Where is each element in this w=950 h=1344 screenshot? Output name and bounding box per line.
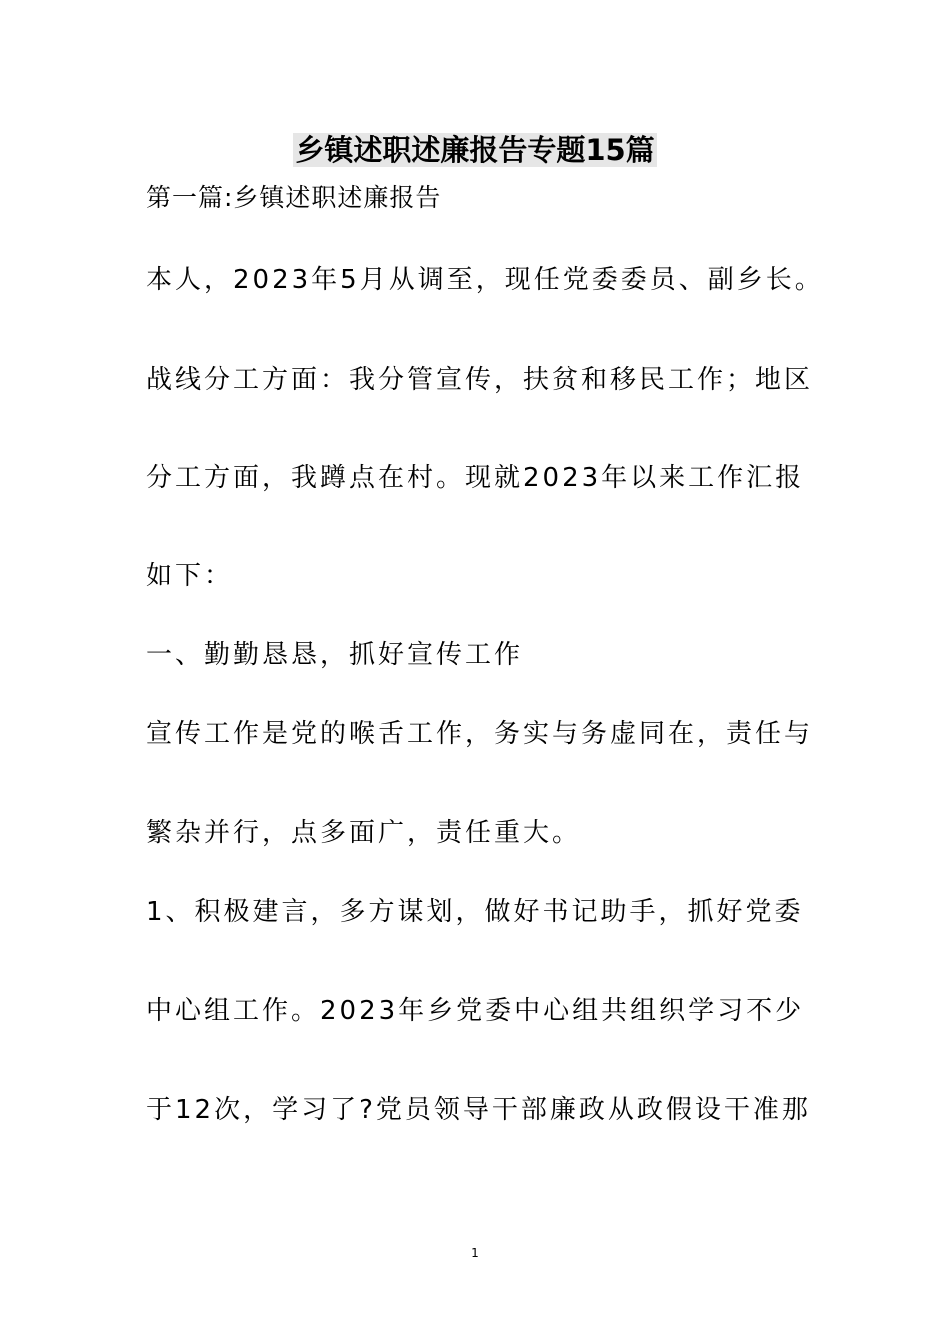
body-line-3: 分工方面，我蹲点在村。现就2023年以来工作汇报 (146, 463, 805, 493)
body-line-9: 中心组工作。2023年乡党委中心组共组织学习不少 (146, 996, 805, 1026)
page-number: 1 (471, 1246, 479, 1260)
body-line-5: 一、勤勤恳恳，抓好宣传工作 (146, 640, 524, 670)
section-heading: 第一篇:乡镇述职述廉报告 (146, 183, 442, 212)
body-line-1: 本人，2023年5月从调至，现任党委委员、副乡长。 (146, 265, 824, 295)
document-title-text: 乡镇述职述廉报告专题15篇 (295, 133, 655, 167)
body-line-2: 战线分工方面：我分管宣传，扶贫和移民工作；地区 (146, 365, 814, 395)
body-line-10: 于12次，学习了?党员领导干部廉政从政假设干准那 (146, 1095, 811, 1125)
body-line-7: 繁杂并行，点多面广，责任重大。 (146, 818, 582, 848)
body-line-8: 1、积极建言，多方谋划，做好书记助手，抓好党委 (146, 897, 804, 927)
document-title (0, 128, 950, 172)
body-line-4: 如下： (146, 561, 234, 591)
body-line-6: 宣传工作是党的喉舌工作，务实与务虚同在，责任与 (146, 719, 814, 749)
